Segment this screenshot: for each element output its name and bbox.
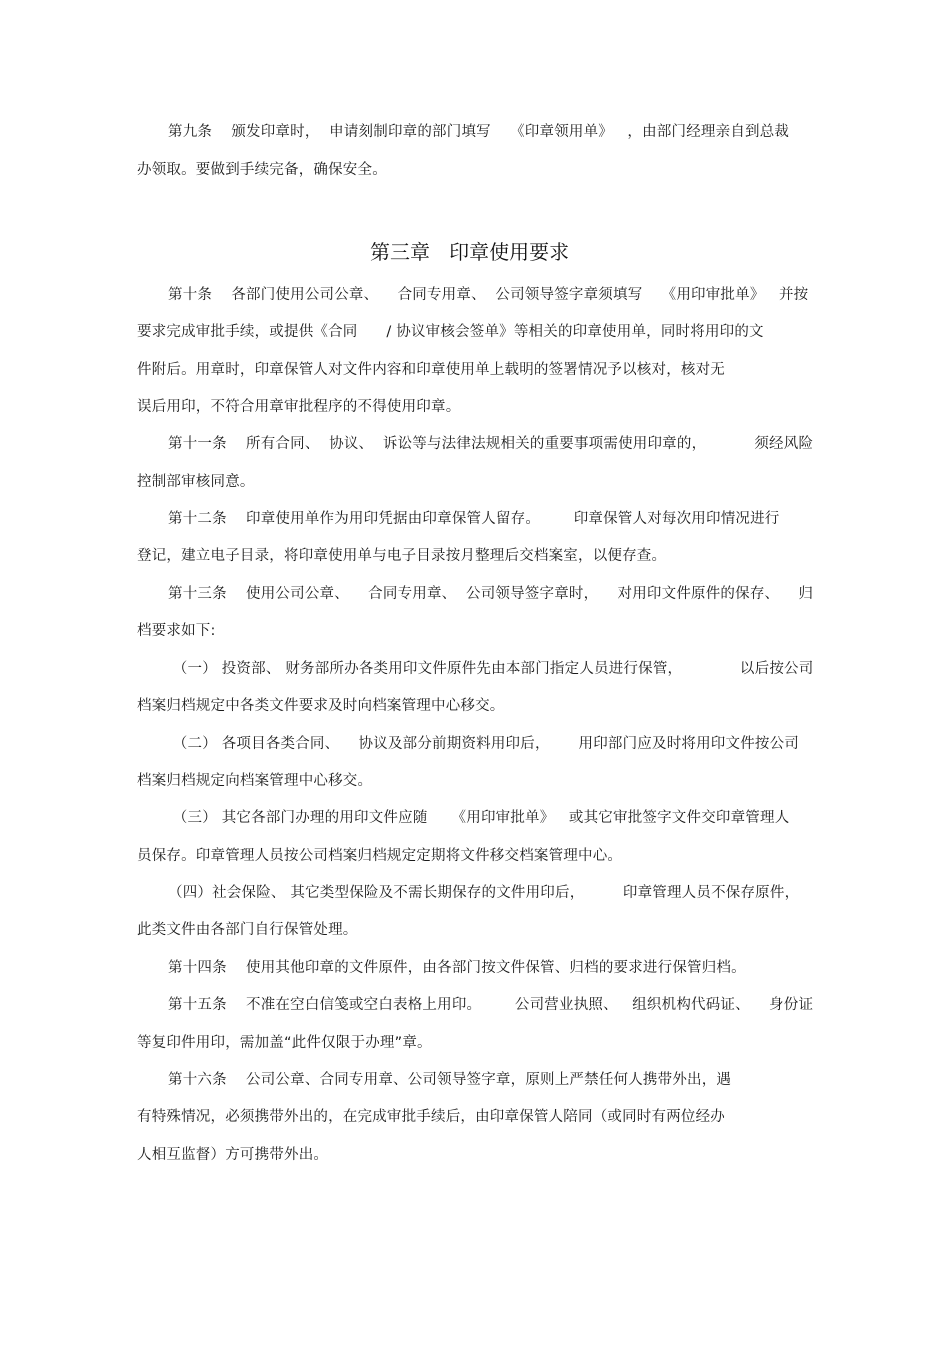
article-13-line-1: 第十三条 使用公司公章、 合同专用章、 公司领导签字章时， 对用印文件原件的保存、 归 [168,586,814,602]
article-13-line-2: 档要求如下: [137,623,216,639]
article-10-line-4: 误后用印，不符合用章审批程序的不得使用印章。 [137,399,461,415]
item-4-line-2: 此类文件由各部门自行保管处理。 [137,922,358,938]
article-16-line-2: 有特殊情况，必须携带外出的，在完成审批手续后，由印章保管人陪同（或同时有两位经办 [137,1109,725,1125]
article-9-line-2: 办领取。要做到手续完备，确保安全。 [137,162,387,178]
article-15-line-1: 第十五条 不准在空白信笺或空白表格上用印。 公司营业执照、 组织机构代码证、 身份证 [168,997,814,1013]
article-10-line-1: 第十条 各部门使用公司公章、 合同专用章、 公司领导签字章须填写 《用印审批单》 并按 [168,287,809,303]
article-11-line-1: 第十一条 所有合同、 协议、 诉讼等与法律法规相关的重要事项需使用印章的， 须经风险 [168,436,814,452]
article-11-line-2: 控制部审核同意。 [137,474,255,490]
chapter-3-heading: 第三章 印章使用要求 [370,240,570,264]
item-2-line-1: （二） 各项目各类合同、 协议及部分前期资料用印后， 用印部门应及时将用印文件按公司 [168,736,800,752]
article-10-line-3: 件附后。用章时，印章保管人对文件内容和印章使用单上载明的签署情况予以核对，核对无 [137,362,725,378]
item-3-line-1: （三） 其它各部门办理的用印文件应随 《用印审批单》 或其它审批签字文件交印章管理人 [168,810,790,826]
article-12-line-1: 第十二条 印章使用单作为用印凭据由印章保管人留存。 印章保管人对每次用印情况进行 [168,511,780,527]
article-14-line-1: 第十四条 使用其他印章的文件原件，由各部门按文件保管、归档的要求进行保管归档。 [168,960,746,976]
item-1-line-1: （一） 投资部、 财务部所办各类用印文件原件先由本部门指定人员进行保管， 以后按公司 [168,661,814,677]
article-16-line-1: 第十六条 公司公章、合同专用章、公司领导签字章，原则上严禁任何人携带外出，遇 [168,1072,732,1088]
item-1-line-2: 档案归档规定中各类文件要求及时向档案管理中心移交。 [137,698,505,714]
item-3-line-2: 员保存。印章管理人员按公司档案归档规定定期将文件移交档案管理中心。 [137,848,623,864]
article-10-line-2: 要求完成审批手续，或提供《合同 / 协议审核会签单》等相关的印章使用单，同时将用印的文 [137,324,764,340]
article-9-line-1: 第九条 颁发印章时， 申请刻制印章的部门填写 《印章领用单》 ，由部门经理亲自到总裁 [168,124,790,140]
item-4-line-1: （四）社会保险、 其它类型保险及不需长期保存的文件用印后， 印章管理人员不保存原件， [168,885,800,901]
article-12-line-2: 登记，建立电子目录，将印章使用单与电子目录按月整理后交档案室，以便存查。 [137,548,667,564]
item-2-line-2: 档案归档规定向档案管理中心移交。 [137,773,373,789]
article-16-line-3: 人相互监督）方可携带外出。 [137,1147,329,1163]
article-15-line-2: 等复印件用印，需加盖“此件仅限于办理”章。 [137,1035,432,1051]
